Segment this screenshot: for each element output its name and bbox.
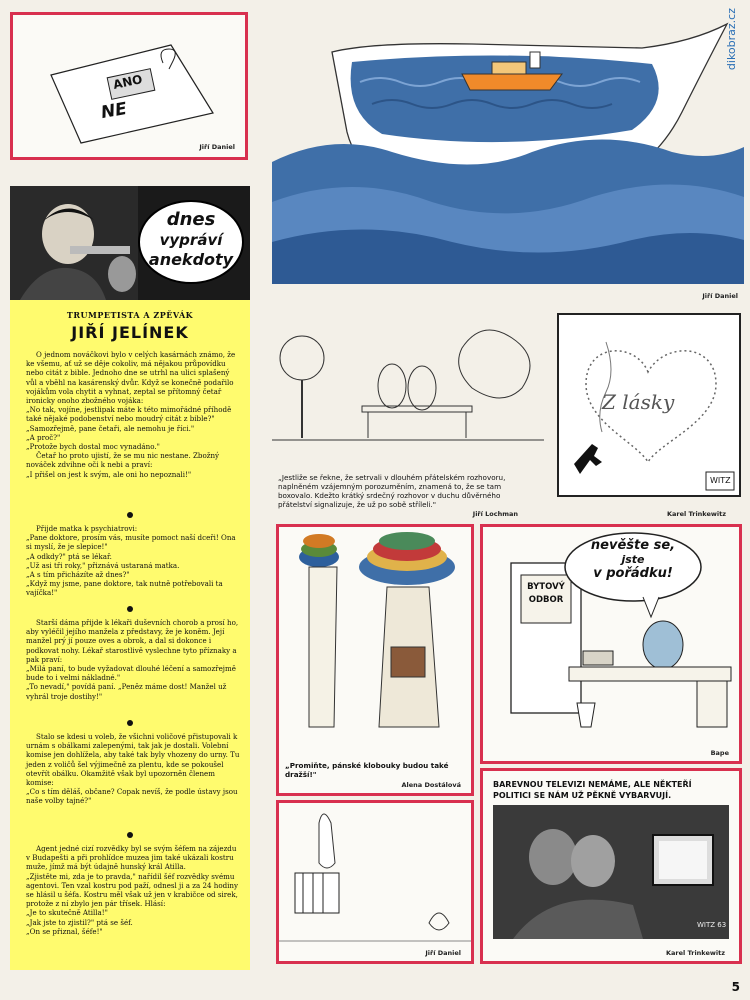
bubble-line-2: jste (621, 553, 645, 566)
separator-dot (127, 512, 133, 518)
bubble-line-1: nevěšte se, (590, 538, 676, 553)
anecdote-3 (26, 618, 240, 701)
paragraph: „No tak, vojíne, jestlipak máte k této mimořádné příhodě také nějaké podobenství nebo moudrý citát z bible?" (26, 405, 232, 424)
paragraph: Přijde matka k psychiatrovi: (36, 524, 138, 533)
cartoon-hats (276, 524, 474, 796)
cartoon-heart-gun (556, 312, 742, 518)
column-author-name: JIŘÍ JELÍNEK (71, 323, 189, 342)
tv-couple-photo (493, 805, 729, 939)
paragraph: „A proč?" (26, 432, 61, 442)
door-sign-line-1: BYTOVÝ (527, 582, 565, 592)
anecdote-1 (26, 350, 240, 479)
paragraph: O jednom nováčkovi bylo v celých kasárnách známo, že ke všemu, ať už se děje cokoliv, má nějakou průpovídku nebo citát z bible. Jednoho dne se utrhl na ulici splašený vůl a vběhl na kasárenský dvůr. Když se konečně podařilo vojákům vola chytit a vyhnat, zeptal se přítomný četař ironicky onoho zbožného vojáka: (26, 350, 236, 406)
paragraph: „A s tím přicházíte až dnes?" (26, 570, 130, 580)
paragraph: „Zjistěte mi, zda je to pravda," nařídil šéf rozvědky svému agentovi. Ten vzal kostru pod paží, odnesl ji a za 24 hodiny se hlásil u šéfa. Kostru měl však už jen v krabičce od sirek, protože z ní zbylo jen pár třísek. Hlásí: (26, 871, 238, 909)
author-credit: Jiří Daniel (702, 292, 738, 300)
bathtub-sea-drawing (272, 12, 744, 302)
paragraph: „I přišel on jest k svým, ale oni ho nepoznali!" (26, 469, 192, 479)
anecdote-5 (26, 844, 240, 936)
separator-dot (127, 832, 133, 838)
bubble-line-3: v pořádku! (593, 566, 673, 581)
door-sign (523, 581, 569, 607)
cartoon-office (480, 524, 742, 764)
column-header (10, 186, 250, 300)
cartoon-ano-ne (10, 12, 248, 160)
cartoon-caption: BAREVNOU TELEVIZI NEMÁME, ALE NĚKTEŘÍ POLITICI SE NÁM UŽ PĚKNĚ VYBARVUJÍ. (493, 780, 692, 800)
paragraph: „On se přiznal, šéfe!" (26, 926, 103, 936)
author-credit: Alena Dostálová (401, 781, 461, 789)
paragraph: „Je to skutečně Atilla!" (26, 908, 108, 918)
column-subtitle: TRUMPETISTA A ZPĚVÁK (66, 310, 194, 320)
paragraph: „Samozřejmě, pane četaři, ale nemohu je říci." (26, 423, 195, 433)
stamp-word: ANO (111, 72, 144, 92)
signature: WITZ 63 (697, 921, 727, 929)
ink-word: NE (99, 98, 129, 124)
paragraph: „Už asi tři roky," přiznává ustaraná matka. (26, 560, 180, 570)
author-credit: Jiří Daniel (199, 143, 235, 151)
separator-dot (127, 606, 133, 612)
accordion-drawing (279, 803, 471, 961)
cartoon-park-bench (272, 308, 544, 518)
paragraph: „A odkdy?" ptá se lékař. (26, 551, 112, 561)
park-bench-drawing (272, 308, 544, 468)
banner-line-2: vypráví (159, 231, 223, 249)
paragraph: Starší dáma přijde k lékaři duševních chorob a prosí ho, aby vyléčil jejího manžela z představy, že je koněm. Její manžel prý jí pouze oves a obrok, a dal si dokonce i podkovat nohy. Lékař starostlivě vyslechne tyto příznaky a pak praví: (26, 618, 239, 664)
paragraph: „Protože bych dostal moc vynadáno." (26, 442, 160, 452)
paragraph: „Co s tím děláš, občane? Copak nevíš, že podle ústavy jsou naše volby tajné?" (26, 787, 238, 806)
paragraph: „Když my jsme, pane doktore, tak nutně potřebovali ta vajíčka!" (26, 579, 223, 598)
hats-drawing (279, 527, 471, 757)
anecdote-4 (26, 732, 240, 806)
cartoon-accordion (276, 800, 474, 964)
trumpeter-photo (10, 186, 138, 300)
anecdote-column (10, 186, 250, 970)
cartoon-caption: „Promiňte, pánské klobouky budou také dražší!" (285, 761, 449, 779)
author-credit: Karel Trinkewitz (666, 949, 725, 957)
paragraph: Četař ho proto ujistí, že se mu nic nestane. Zbožný nováček zdvihne oči k nebi a praví: (26, 451, 220, 470)
column-banner (138, 200, 244, 284)
author-credit: Jiří Daniel (425, 949, 461, 957)
paragraph: Stalo se kdesi u voleb, že všichni voličové přistupovali k urnám s obálkami zalepenými, tak jak je dostali. Volební komise jen dohlížela, aby také tak byly vhozeny do urny. Tu jeden z voličů šel výjimečně za plentu, kde se pokoušel otevřít obálku. Okamžitě však byl upozorněn členem komise: (26, 732, 240, 788)
author-credit: Jiří Lochman (472, 510, 518, 518)
paragraph: „Pane doktore, prosím vás, musíte pomoct naší dceři! Ona si myslí, že je slepice!" (26, 533, 236, 552)
cartoon-bathtub-sea (272, 12, 744, 302)
author-credit: Bape (710, 749, 729, 757)
signature: WITZ (710, 476, 731, 485)
door-sign-line-2: ODBOR (528, 595, 564, 605)
anecdote-2 (26, 524, 240, 598)
paragraph: „Jak jste to zjistil?" ptá se šéf. (26, 917, 133, 927)
paragraph: Agent jedné cizí rozvědky byl se svým šéfem na zájezdu v Budapešti a při prohlídce muzea jim také ukázali kostru muže, jímž má být údajně hunský král Atilla. (26, 844, 237, 872)
cartoon-caption: „Jestliže se řekne, že setrvali v dlouhém přátelském rozhovoru, naplněném vzájemným porozuměním, znamená to, že se tam boxovalo. Kdežto krátký srdečný rozhovor v duchu důvěrného přátelství signalizuje, že už po sobě stříleli." (278, 473, 506, 509)
separator-dot (127, 720, 133, 726)
speech-bubble (575, 539, 691, 581)
banner-line-1: dnes (166, 209, 216, 230)
cartoon-tv-couple (480, 768, 742, 964)
paragraph: „Milá paní, to bude vyžadovat dlouhé léčení a samozřejmě bude to i velmi nákladné." (26, 664, 236, 683)
paragraph: „To nevadí," povídá paní. „Peněz máme dost! Manžel už vyhrál troje dostihy!" (26, 682, 227, 701)
heart-text: Z lásky (602, 390, 675, 414)
site-watermark: dikobraz.cz (725, 8, 738, 71)
page-number: 5 (731, 980, 740, 994)
banner-line-3: anekdoty (148, 250, 234, 269)
author-credit: Karel Trinkewitz (667, 510, 726, 518)
